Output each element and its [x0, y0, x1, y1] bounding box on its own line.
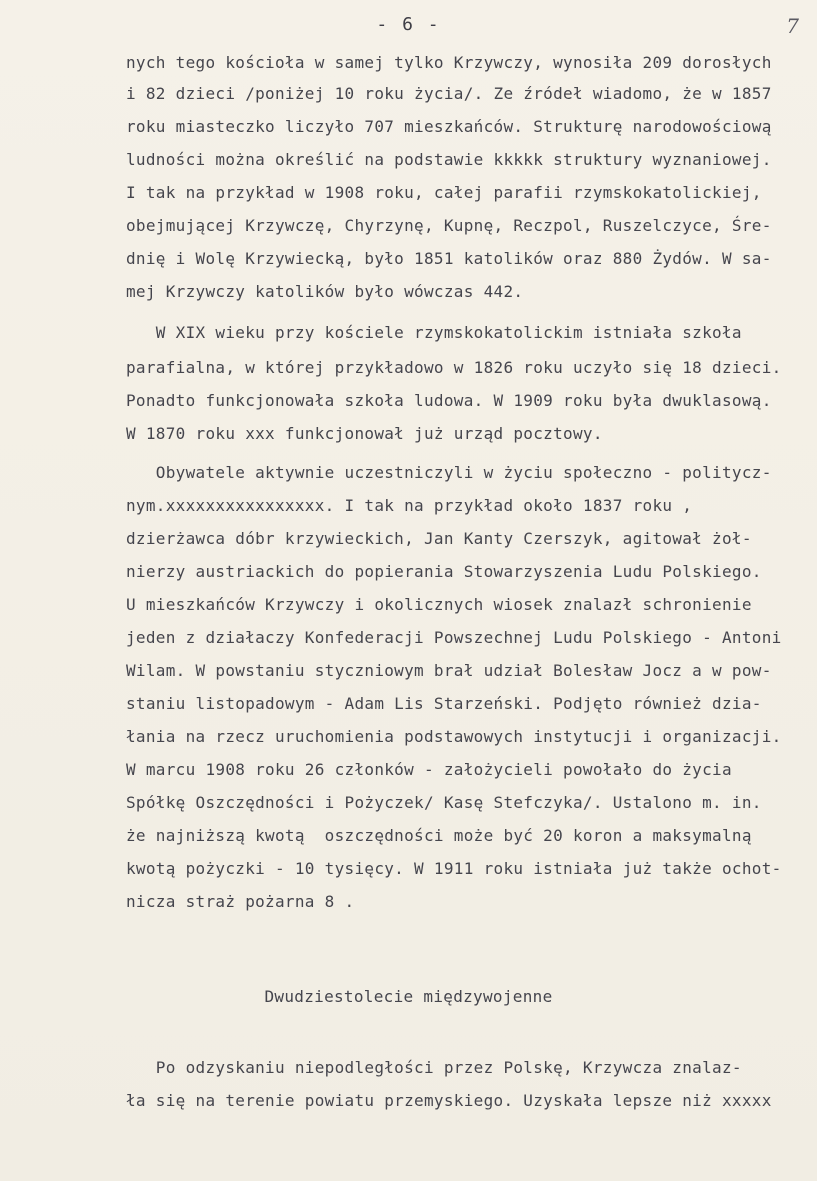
text-line: Wilam. W powstaniu styczniowym brał udział Bolesław Jocz a w pow-	[126, 661, 772, 680]
text-line: że najniższą kwotą oszczędności może być 20 koron a maksymalną	[126, 826, 752, 845]
text-line: W 1870 roku xxx funkcjonował już urząd pocztowy.	[126, 424, 603, 443]
text-line: mej Krzywczy katolików było wówczas 442.	[126, 282, 524, 301]
text-line: ła się na terenie powiatu przemyskiego. Uzyskała lepsze niż xxxxx	[126, 1091, 772, 1110]
section-heading: Dwudziestolecie międzywojenne	[264, 987, 553, 1006]
text-line: nierzy austriackich do popierania Stowarzyszenia Ludu Polskiego.	[126, 562, 762, 581]
text-line: W XIX wieku przy kościele rzymskokatolickim istniała szkoła	[126, 323, 742, 342]
text-line: parafialna, w której przykładowo w 1826 roku uczyło się 18 dzieci.	[126, 358, 782, 377]
text-line: obejmującej Krzywczę, Chyrzynę, Kupnę, Reczpol, Ruszelczyce, Śre-	[126, 216, 772, 235]
text-line: Spółkę Oszczędności i Pożyczek/ Kasę Stefczyka/. Ustalono m. in.	[126, 793, 762, 812]
text-line: kwotą pożyczki - 10 tysięcy. W 1911 roku istniała już także ochot-	[126, 859, 782, 878]
text-line: łania na rzecz uruchomienia podstawowych instytucji i organizacji.	[126, 727, 782, 746]
text-line: I tak na przykład w 1908 roku, całej parafii rzymskokatolickiej,	[126, 183, 762, 202]
text-line: W marcu 1908 roku 26 członków - założycieli powołało do życia	[126, 760, 732, 779]
text-line: Obywatele aktywnie uczestniczyli w życiu społeczno - politycz-	[126, 463, 772, 482]
text-line: nych tego kościoła w samej tylko Krzywczy, wynosiła 209 dorosłych	[126, 53, 772, 72]
text-line: Ponadto funkcjonowała szkoła ludowa. W 1909 roku była dwuklasową.	[126, 391, 772, 410]
text-line: nicza straż pożarna 8 .	[126, 892, 355, 911]
text-line: dzierżawca dóbr krzywieckich, Jan Kanty Czerszyk, agitował żoł-	[126, 529, 752, 548]
text-line: i 82 dzieci /poniżej 10 roku życia/. Ze źródeł wiadomo, że w 1857	[126, 84, 772, 103]
page-number: - 6 -	[376, 14, 441, 35]
text-line: jeden z działaczy Konfederacji Powszechnej Ludu Polskiego - Antoni	[126, 628, 782, 647]
text-line: Po odzyskaniu niepodległości przez Polskę, Krzywcza znalaz-	[126, 1058, 742, 1077]
text-line: staniu listopadowym - Adam Lis Starzeński. Podjęto również dzia-	[126, 694, 762, 713]
text-line: ludności można określić na podstawie kkkkk struktury wyznaniowej.	[126, 150, 772, 169]
text-line: U mieszkańców Krzywczy i okolicznych wiosek znalazł schronienie	[126, 595, 752, 614]
text-line: nym.xxxxxxxxxxxxxxxx. I tak na przykład około 1837 roku ,	[126, 496, 693, 515]
text-line: roku miasteczko liczyło 707 mieszkańców. Strukturę narodowościową	[126, 117, 772, 136]
handwritten-page-number: 7	[786, 14, 799, 38]
text-line: dnię i Wolę Krzywiecką, było 1851 katolików oraz 880 Żydów. W sa-	[126, 249, 772, 268]
